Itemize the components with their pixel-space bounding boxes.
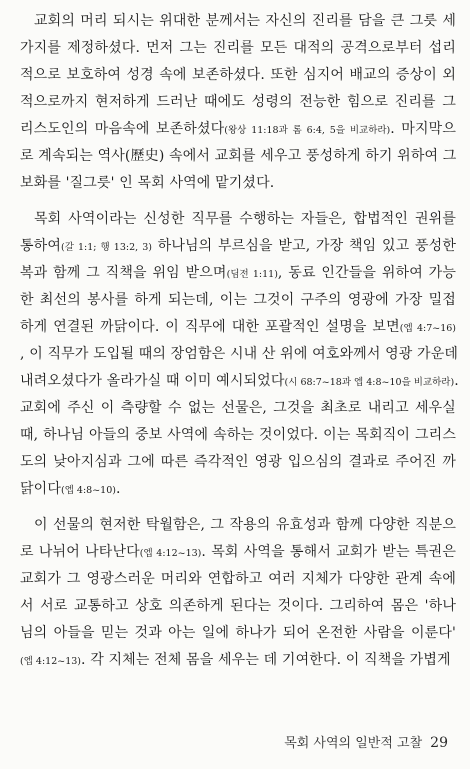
text-segment: 목회 사역이라는 신성한 직무를 수행하는 자들은, 합법적인 권위를 bbox=[34, 211, 456, 227]
text-segment: . bbox=[454, 373, 459, 389]
text-line bbox=[20, 368, 459, 395]
body-text bbox=[20, 8, 459, 683]
text-line bbox=[20, 314, 456, 341]
text-segment: . 마지막으 bbox=[390, 121, 456, 137]
text-line bbox=[20, 539, 456, 566]
scripture-reference: (딤전 1:11) bbox=[226, 269, 278, 280]
text-segment: 적으로 보호하여 성경 속에 보존하셨다. 또한 심지어 배교의 증상이 외 bbox=[20, 67, 456, 83]
text-line bbox=[20, 512, 456, 539]
paragraph bbox=[20, 8, 456, 197]
text-segment: 닭이다 bbox=[20, 481, 62, 497]
text-line bbox=[20, 143, 456, 170]
text-line bbox=[20, 260, 456, 287]
text-segment: . 목회 사역을 통해서 교회가 받는 특권은 bbox=[201, 544, 456, 560]
text-line bbox=[20, 170, 456, 197]
text-segment: 교회에 주신 이 측량할 수 없는 선물은, 그것을 최초로 내리고 세우실 bbox=[20, 400, 456, 416]
text-segment: 통하여 bbox=[20, 238, 62, 254]
page-footer bbox=[284, 732, 448, 751]
text-segment: 서 서로 교통하고 상호 의존하게 된다는 것이다. 그리하여 몸은 '하나 bbox=[20, 598, 456, 614]
text-segment: . bbox=[115, 481, 121, 497]
text-segment: 적으로까지 현저하게 드러난 때에도 성령의 전능한 힘으로 진리를 그 bbox=[20, 94, 456, 110]
text-segment: 가지를 제정하셨다. 먼저 그는 진리를 모든 대적의 공격으로부터 섭리 bbox=[20, 40, 456, 56]
text-segment: . 각 지체는 전체 몸을 세우는 데 기여한다. 이 직책을 가볍게 bbox=[81, 652, 451, 668]
text-segment: 한 최선의 봉사를 하게 되는데, 이는 그것이 구주의 영광에 가장 밀접 bbox=[20, 292, 456, 308]
scripture-reference: (엡 4:7~16) bbox=[399, 323, 457, 334]
scripture-reference: (엡 4:12~13) bbox=[20, 656, 81, 667]
text-line bbox=[20, 449, 456, 476]
text-line bbox=[20, 476, 456, 503]
scripture-reference: (엡 4:8~10) bbox=[61, 485, 116, 496]
paragraph bbox=[20, 206, 459, 503]
text-line bbox=[20, 395, 456, 422]
running-head: 목회 사역의 일반적 고찰 bbox=[284, 736, 423, 751]
text-segment: 하나님의 부르심을 받고, 가장 책임 있고 풍성한 bbox=[152, 238, 457, 254]
text-segment: 로 계속되는 역사(歷史) 속에서 교회를 세우고 풍성하게 하기 위하여 그 bbox=[20, 148, 457, 164]
text-line bbox=[20, 620, 456, 647]
text-segment: , 이 직무가 도입될 때의 장엄함은 시내 산 위에 여호와께서 영광 가운데 bbox=[20, 346, 459, 362]
text-segment: 교회가 그 영광스러운 머리와 연합하고 여러 지체가 다양한 관계 속에 bbox=[20, 571, 456, 587]
page-number: 29 bbox=[430, 735, 448, 751]
text-segment: 내려오셨다가 올라가실 때 이미 예시되었다 bbox=[20, 373, 285, 389]
text-segment: 도의 낮아지심과 그에 따른 즉각적인 영광 입으심의 결과로 주어진 까 bbox=[20, 454, 456, 470]
text-line bbox=[20, 116, 456, 143]
text-line bbox=[20, 233, 456, 260]
text-segment: 때, 하나님 아들의 중보 사역에 속하는 것이었다. 이는 목회직이 그리스 bbox=[20, 427, 456, 443]
text-line bbox=[20, 341, 459, 368]
text-segment: 교회의 머리 되시는 위대한 분께서는 자신의 진리를 담을 큰 그릇 세 bbox=[34, 13, 456, 29]
text-line bbox=[20, 287, 456, 314]
text-segment: 이 선물의 현저한 탁월함은, 그 작용의 유효성과 함께 다양한 직분으 bbox=[34, 517, 456, 533]
text-line bbox=[20, 206, 456, 233]
text-line bbox=[20, 8, 456, 35]
scripture-reference: (갈 1:1; 행 13:2, 3) bbox=[61, 242, 152, 253]
text-segment: 리스도인의 마음속에 보존하셨다 bbox=[20, 121, 225, 137]
scripture-reference: (시 68:7~18과 엡 4:8~10을 비교하라) bbox=[284, 377, 455, 388]
text-segment: 하게 연결된 까닭이다. 이 직무에 대한 포괄적인 설명을 보면 bbox=[20, 319, 400, 335]
text-segment: 복과 함께 그 직책을 위임 받으며 bbox=[20, 265, 227, 281]
scripture-reference: (왕상 11:18과 롬 6:4, 5을 비교하라) bbox=[224, 125, 391, 136]
text-line bbox=[20, 647, 456, 674]
text-segment: , 동료 인간들을 위하여 가능 bbox=[277, 265, 456, 281]
text-segment: 님의 아들을 믿는 것과 아는 일에 하나가 되어 온전한 사람을 이룬다' bbox=[20, 625, 456, 641]
paragraph bbox=[20, 512, 456, 674]
text-line bbox=[20, 62, 456, 89]
text-line bbox=[20, 35, 456, 62]
text-line bbox=[20, 422, 456, 449]
scripture-reference: (엡 4:12~13) bbox=[139, 548, 202, 559]
text-line bbox=[20, 566, 456, 593]
text-line bbox=[20, 593, 456, 620]
text-segment: 보화를 '질그릇' 인 목회 사역에 맡기셨다. bbox=[20, 175, 275, 191]
text-segment: 로 나뉘어 나타난다 bbox=[20, 544, 140, 560]
text-line bbox=[20, 89, 456, 116]
